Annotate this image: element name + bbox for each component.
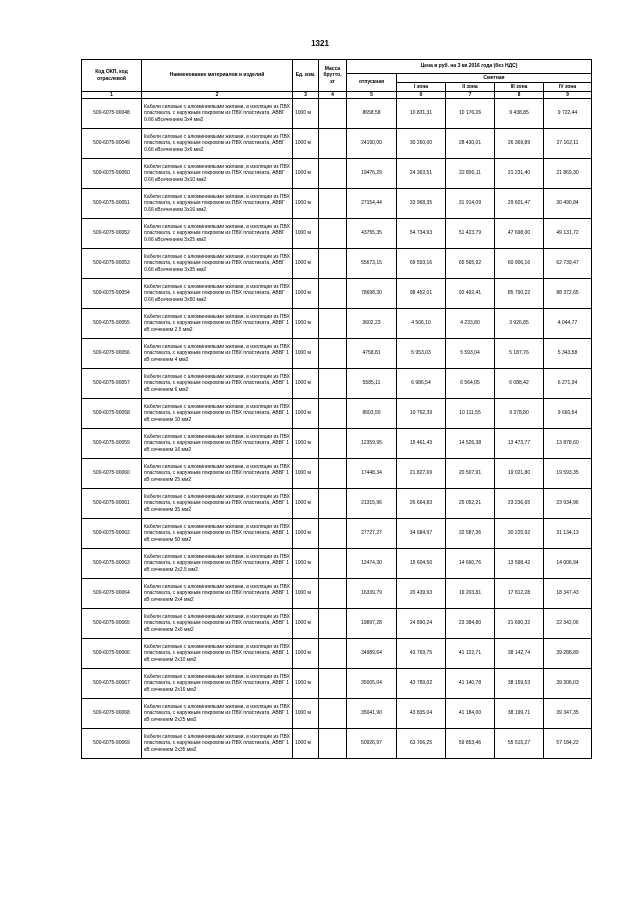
row-code: 500-6075-90064 — [82, 579, 142, 609]
row-mass — [319, 279, 347, 309]
row-code: 500-6075-90066 — [82, 639, 142, 669]
row-name: Кабели силовые с алюминиевыми жилами, в изоляции из ПВХ пластиката, с наружным покровом из ПВХ пластиката, АВВГ 1 кВ сечением 2х10 мм2 — [142, 639, 293, 669]
row-unit: 1000 м — [293, 669, 319, 699]
row-release-price: 12359,95 — [347, 429, 397, 459]
row-zone-4-price: 22 342,06 — [544, 609, 592, 639]
row-zone-2-price: 6 564,05 — [446, 369, 495, 399]
row-release-price: 27154,44 — [347, 189, 397, 219]
header-unit: Ед. изм. — [293, 60, 319, 92]
row-zone-1-price: 24 363,51 — [397, 159, 446, 189]
row-zone-2-price: 25 052,21 — [446, 489, 495, 519]
row-zone-3-price: 6 088,42 — [495, 369, 544, 399]
row-unit: 1000 м — [293, 699, 319, 729]
row-mass — [319, 249, 347, 279]
row-zone-1-price: 26 664,83 — [397, 489, 446, 519]
header-zone-2: II зона — [446, 83, 495, 92]
row-unit: 1000 м — [293, 639, 319, 669]
row-zone-1-price: 98 452,01 — [397, 279, 446, 309]
row-code: 500-6075-90054 — [82, 279, 142, 309]
row-release-price: 3602,23 — [347, 309, 397, 339]
row-zone-3-price: 60 906,16 — [495, 249, 544, 279]
row-release-price: 16339,79 — [347, 579, 397, 609]
row-zone-3-price: 3 926,85 — [495, 309, 544, 339]
row-zone-2-price: 4 233,80 — [446, 309, 495, 339]
row-code: 500-6075-90062 — [82, 519, 142, 549]
row-release-price: 34989,64 — [347, 639, 397, 669]
table-row — [82, 309, 592, 339]
row-release-price: 19897,28 — [347, 609, 397, 639]
header-name: Наименование материалов и изделий — [142, 60, 293, 92]
row-unit: 1000 м — [293, 309, 319, 339]
row-zone-2-price: 20 507,91 — [446, 459, 495, 489]
row-unit: 1000 м — [293, 129, 319, 159]
row-zone-2-price: 65 565,92 — [446, 249, 495, 279]
row-name: Кабели силовые с алюминиевыми жилами, в изоляции из ПВХ пластиката, с наружным покровом из ПВХ пластиката, АВВГ 0.66 кВсечением 3х25 мм2 — [142, 219, 293, 249]
row-name: Кабели силовые с алюминиевыми жилами, в изоляции из ПВХ пластиката, с наружным покровом из ПВХ пластиката, АВВГ 1 кВ сечением 25 мм2 — [142, 459, 293, 489]
row-zone-4-price: 23 934,96 — [544, 489, 592, 519]
row-zone-2-price: 10 111,55 — [446, 399, 495, 429]
row-zone-3-price: 21 231,40 — [495, 159, 544, 189]
row-name: Кабели силовые с алюминиевыми жилами, в изоляции из ПВХ пластиката, с наружным покровом из ПВХ пластиката, АВВГ 1 кВ сечением 2х25 мм2 — [142, 699, 293, 729]
row-mass — [319, 129, 347, 159]
row-mass — [319, 159, 347, 189]
table-body — [82, 99, 592, 759]
row-zone-4-price: 6 271,34 — [544, 369, 592, 399]
table-row — [82, 129, 592, 159]
row-release-price: 50926,97 — [347, 729, 397, 759]
column-number: 2 — [142, 92, 293, 99]
table-row — [82, 279, 592, 309]
row-zone-1-price: 4 506,10 — [397, 309, 446, 339]
row-mass — [319, 339, 347, 369]
row-code: 500-6075-90056 — [82, 339, 142, 369]
table-row — [82, 609, 592, 639]
row-zone-3-price: 13 473,77 — [495, 429, 544, 459]
row-release-price: 17448,34 — [347, 459, 397, 489]
row-zone-2-price: 32 587,36 — [446, 519, 495, 549]
row-name: Кабели силовые с алюминиевыми жилами, в изоляции из ПВХ пластиката, с наружным покровом из ПВХ пластиката, АВВГ 1 кВ сечением 2х4 мм2 — [142, 579, 293, 609]
row-zone-4-price: 4 044,77 — [544, 309, 592, 339]
row-name: Кабели силовые с алюминиевыми жилами, в изоляции из ПВХ пластиката, с наружным покровом из ПВХ пластиката, АВВГ 1 кВ сечением 2х2.5 мм2 — [142, 549, 293, 579]
table-row — [82, 549, 592, 579]
row-name: Кабели силовые с алюминиевыми жилами, в изоляции из ПВХ пластиката, с наружным покровом из ПВХ пластиката, АВВГ 1 кВ сечением 2х35 мм2 — [142, 729, 293, 759]
row-unit: 1000 м — [293, 219, 319, 249]
row-zone-4-price: 30 490,84 — [544, 189, 592, 219]
row-code: 500-6075-90052 — [82, 219, 142, 249]
row-code: 500-6075-90065 — [82, 609, 142, 639]
row-release-price: 55673,15 — [347, 249, 397, 279]
row-unit: 1000 м — [293, 549, 319, 579]
row-release-price: 21315,96 — [347, 489, 397, 519]
row-zone-3-price: 9 438,85 — [495, 99, 544, 129]
table-row — [82, 489, 592, 519]
row-zone-2-price: 28 430,01 — [446, 129, 495, 159]
row-zone-1-price: 30 260,00 — [397, 129, 446, 159]
row-zone-4-price: 27 162,11 — [544, 129, 592, 159]
row-unit: 1000 м — [293, 459, 319, 489]
row-zone-3-price: 5 187,76 — [495, 339, 544, 369]
row-zone-1-price: 24 890,24 — [397, 609, 446, 639]
row-zone-2-price: 5 593,04 — [446, 339, 495, 369]
row-zone-4-price: 18 347,43 — [544, 579, 592, 609]
row-zone-3-price: 38 159,53 — [495, 669, 544, 699]
row-code: 500-6075-90069 — [82, 729, 142, 759]
row-mass — [319, 369, 347, 399]
row-code: 500-6075-90057 — [82, 369, 142, 399]
row-zone-4-price: 9 660,54 — [544, 399, 592, 429]
row-mass — [319, 459, 347, 489]
row-mass — [319, 99, 347, 129]
row-zone-4-price: 88 372,65 — [544, 279, 592, 309]
row-zone-4-price: 39 288,89 — [544, 639, 592, 669]
row-unit: 1000 м — [293, 99, 319, 129]
row-mass — [319, 189, 347, 219]
table-row — [82, 219, 592, 249]
row-zone-1-price: 21 827,69 — [397, 459, 446, 489]
row-code: 500-6075-90063 — [82, 549, 142, 579]
column-number: 5 — [347, 92, 397, 99]
row-zone-2-price: 41 140,78 — [446, 669, 495, 699]
row-zone-1-price: 10 831,31 — [397, 99, 446, 129]
row-mass — [319, 429, 347, 459]
row-unit: 1000 м — [293, 339, 319, 369]
row-release-price: 35005,04 — [347, 669, 397, 699]
row-zone-4-price: 49 131,72 — [544, 219, 592, 249]
table-row — [82, 519, 592, 549]
row-mass — [319, 699, 347, 729]
row-zone-1-price: 20 439,93 — [397, 579, 446, 609]
page-number: 1321 — [311, 39, 329, 48]
row-mass — [319, 669, 347, 699]
row-mass — [319, 579, 347, 609]
table-row — [82, 669, 592, 699]
row-unit: 1000 м — [293, 609, 319, 639]
header-price: Цена в руб. на 3 кв 2016 года (без НДС) — [347, 60, 592, 74]
row-name: Кабели силовые с алюминиевыми жилами, в изоляции из ПВХ пластиката, с наружным покровом из ПВХ пластиката, АВВГ 1 кВ сечением 50 мм2 — [142, 519, 293, 549]
row-name: Кабели силовые с алюминиевыми жилами, в изоляции из ПВХ пластиката, с наружным покровом из ПВХ пластиката, АВВГ 1 кВ сечением 10 мм2 — [142, 399, 293, 429]
row-zone-2-price: 22 890,11 — [446, 159, 495, 189]
row-name: Кабели силовые с алюминиевыми жилами, в изоляции из ПВХ пластиката, с наружным покровом из ПВХ пластиката, АВВГ 1 кВ сечением 2х6 мм2 — [142, 609, 293, 639]
table-row — [82, 159, 592, 189]
table-row — [82, 639, 592, 669]
row-mass — [319, 729, 347, 759]
header-zone-4: IV зона — [544, 83, 592, 92]
row-code: 500-6075-90059 — [82, 429, 142, 459]
row-zone-2-price: 59 853,46 — [446, 729, 495, 759]
row-name: Кабели силовые с алюминиевыми жилами, в изоляции из ПВХ пластиката, с наружным покровом из ПВХ пластиката, АВВГ 0.66 кВсечением 3х50 мм2 — [142, 279, 293, 309]
table-row — [82, 339, 592, 369]
row-zone-3-price: 85 790,22 — [495, 279, 544, 309]
row-release-price: 12474,30 — [347, 549, 397, 579]
row-release-price: 8603,50 — [347, 399, 397, 429]
row-unit: 1000 м — [293, 729, 319, 759]
row-zone-3-price: 30 225,92 — [495, 519, 544, 549]
row-code: 500-6075-90058 — [82, 399, 142, 429]
row-zone-3-price: 21 690,32 — [495, 609, 544, 639]
table-row — [82, 579, 592, 609]
row-code: 500-6075-90067 — [82, 669, 142, 699]
row-release-price: 43755,35 — [347, 219, 397, 249]
table-row — [82, 429, 592, 459]
row-zone-3-price: 13 598,42 — [495, 549, 544, 579]
row-zone-1-price: 10 762,39 — [397, 399, 446, 429]
row-zone-4-price: 19 593,35 — [544, 459, 592, 489]
row-name: Кабели силовые с алюминиевыми жилами, в изоляции из ПВХ пластиката, с наружным покровом из ПВХ пластиката, АВВГ 0.66 кВсечением 3х10 мм2 — [142, 159, 293, 189]
row-mass — [319, 609, 347, 639]
row-release-price: 35041,90 — [347, 699, 397, 729]
column-number: 7 — [446, 92, 495, 99]
row-zone-1-price: 6 986,54 — [397, 369, 446, 399]
row-mass — [319, 399, 347, 429]
row-name: Кабели силовые с алюминиевыми жилами, в изоляции из ПВХ пластиката, с наружным покровом из ПВХ пластиката, АВВГ 0.66 кВсечением 3х16 мм2 — [142, 189, 293, 219]
row-zone-1-price: 15 461,43 — [397, 429, 446, 459]
row-zone-2-price: 31 914,09 — [446, 189, 495, 219]
table-row — [82, 189, 592, 219]
row-release-price: 27727,27 — [347, 519, 397, 549]
row-mass — [319, 489, 347, 519]
row-zone-3-price: 38 199,71 — [495, 699, 544, 729]
row-zone-3-price: 29 601,47 — [495, 189, 544, 219]
row-zone-1-price: 43 769,75 — [397, 639, 446, 669]
row-name: Кабели силовые с алюминиевыми жилами, в изоляции из ПВХ пластиката, с наружным покровом из ПВХ пластиката, АВВГ 1 кВ сечением 4 мм2 — [142, 339, 293, 369]
table-row — [82, 249, 592, 279]
row-release-price: 24190,00 — [347, 129, 397, 159]
header-release: отпускная — [347, 74, 397, 92]
column-number: 6 — [397, 92, 446, 99]
column-number: 1 — [82, 92, 142, 99]
row-unit: 1000 м — [293, 159, 319, 189]
table-row — [82, 99, 592, 129]
row-zone-4-price: 5 343,58 — [544, 339, 592, 369]
table-row — [82, 729, 592, 759]
row-unit: 1000 м — [293, 429, 319, 459]
row-zone-4-price: 39 347,35 — [544, 699, 592, 729]
row-zone-1-price: 54 734,93 — [397, 219, 446, 249]
row-zone-4-price: 9 722,44 — [544, 99, 592, 129]
row-zone-4-price: 21 869,30 — [544, 159, 592, 189]
row-mass — [319, 639, 347, 669]
row-zone-4-price: 62 739,47 — [544, 249, 592, 279]
row-mass — [319, 309, 347, 339]
table-row — [82, 459, 592, 489]
row-unit: 1000 м — [293, 489, 319, 519]
row-name: Кабели силовые с алюминиевыми жилами, в изоляции из ПВХ пластиката, с наружным покровом из ПВХ пластиката, АВВГ 1 кВ сечением 2х16 мм2 — [142, 669, 293, 699]
row-mass — [319, 219, 347, 249]
header-zone-1: I зона — [397, 83, 446, 92]
column-numbers-row — [82, 92, 592, 99]
row-zone-2-price: 23 384,80 — [446, 609, 495, 639]
row-zone-3-price: 38 142,74 — [495, 639, 544, 669]
column-number: 9 — [544, 92, 592, 99]
row-zone-3-price: 47 698,00 — [495, 219, 544, 249]
row-name: Кабели силовые с алюминиевыми жилами, в изоляции из ПВХ пластиката, с наружным покровом из ПВХ пластиката, АВВГ 1 кВ сечением 2.5 мм2 — [142, 309, 293, 339]
row-unit: 1000 м — [293, 399, 319, 429]
row-zone-1-price: 15 604,50 — [397, 549, 446, 579]
row-zone-2-price: 14 526,38 — [446, 429, 495, 459]
row-code: 500-6075-90060 — [82, 459, 142, 489]
row-unit: 1000 м — [293, 189, 319, 219]
row-zone-4-price: 39 306,03 — [544, 669, 592, 699]
row-zone-3-price: 17 812,28 — [495, 579, 544, 609]
row-zone-1-price: 43 835,04 — [397, 699, 446, 729]
table-row — [82, 699, 592, 729]
price-table — [81, 59, 592, 759]
column-number: 4 — [319, 92, 347, 99]
header-mass: Масса брутто, кг — [319, 60, 347, 92]
row-name: Кабели силовые с алюминиевыми жилами, в изоляции из ПВХ пластиката, с наружным покровом из ПВХ пластиката, АВВГ 0.66 кВсечением 3х35 мм2 — [142, 249, 293, 279]
row-zone-3-price: 19 021,80 — [495, 459, 544, 489]
row-code: 500-6075-90068 — [82, 699, 142, 729]
row-zone-4-price: 13 878,60 — [544, 429, 592, 459]
row-zone-2-price: 92 492,41 — [446, 279, 495, 309]
row-code: 500-6075-90053 — [82, 249, 142, 279]
row-unit: 1000 м — [293, 249, 319, 279]
row-release-price: 4758,81 — [347, 339, 397, 369]
row-release-price: 19476,29 — [347, 159, 397, 189]
table-row — [82, 369, 592, 399]
row-release-price: 78698,30 — [347, 279, 397, 309]
row-zone-2-price: 41 184,00 — [446, 699, 495, 729]
row-zone-1-price: 63 706,25 — [397, 729, 446, 759]
row-zone-1-price: 43 789,02 — [397, 669, 446, 699]
row-unit: 1000 м — [293, 279, 319, 309]
row-zone-2-price: 10 176,26 — [446, 99, 495, 129]
row-zone-4-price: 14 006,94 — [544, 549, 592, 579]
row-name: Кабели силовые с алюминиевыми жилами, в изоляции из ПВХ пластиката, с наружным покровом из ПВХ пластиката, АВВГ 1 кВ сечением 6 мм2 — [142, 369, 293, 399]
row-zone-4-price: 31 134,13 — [544, 519, 592, 549]
row-zone-2-price: 14 660,76 — [446, 549, 495, 579]
row-name: Кабели силовые с алюминиевыми жилами, в изоляции из ПВХ пластиката, с наружным покровом из ПВХ пластиката, АВВГ 0.66 кВсечением 3х6 мм2 — [142, 129, 293, 159]
row-zone-3-price: 26 369,89 — [495, 129, 544, 159]
row-unit: 1000 м — [293, 579, 319, 609]
row-mass — [319, 549, 347, 579]
row-code: 500-6075-90049 — [82, 129, 142, 159]
row-code: 500-6075-90051 — [82, 189, 142, 219]
row-zone-3-price: 9 378,80 — [495, 399, 544, 429]
row-zone-1-price: 33 968,35 — [397, 189, 446, 219]
row-mass — [319, 519, 347, 549]
column-number: 8 — [495, 92, 544, 99]
header-code: Код ОКП, код отраслевой — [82, 60, 142, 92]
row-name: Кабели силовые с алюминиевыми жилами, в изоляции из ПВХ пластиката, с наружным покровом из ПВХ пластиката, АВВГ 0.66 кВсечением 3х4 мм2 — [142, 99, 293, 129]
column-number: 3 — [293, 92, 319, 99]
row-name: Кабели силовые с алюминиевыми жилами, в изоляции из ПВХ пластиката, с наружным покровом из ПВХ пластиката, АВВГ 1 кВ сечением 16 мм2 — [142, 429, 293, 459]
row-zone-4-price: 57 184,22 — [544, 729, 592, 759]
row-zone-3-price: 55 515,27 — [495, 729, 544, 759]
row-zone-1-price: 69 593,16 — [397, 249, 446, 279]
row-zone-2-price: 51 423,79 — [446, 219, 495, 249]
row-release-price: 8658,58 — [347, 99, 397, 129]
table-row — [82, 399, 592, 429]
row-unit: 1000 м — [293, 369, 319, 399]
row-zone-2-price: 41 122,71 — [446, 639, 495, 669]
row-code: 500-6075-90055 — [82, 309, 142, 339]
row-zone-1-price: 5 953,03 — [397, 339, 446, 369]
row-code: 500-6075-90050 — [82, 159, 142, 189]
header-estimated: Сметная — [397, 74, 592, 83]
row-zone-1-price: 34 684,97 — [397, 519, 446, 549]
row-unit: 1000 м — [293, 519, 319, 549]
row-zone-3-price: 23 236,65 — [495, 489, 544, 519]
row-code: 500-6075-90048 — [82, 99, 142, 129]
header-zone-3: III зона — [495, 83, 544, 92]
row-code: 500-6075-90061 — [82, 489, 142, 519]
row-zone-2-price: 19 203,81 — [446, 579, 495, 609]
row-name: Кабели силовые с алюминиевыми жилами, в изоляции из ПВХ пластиката, с наружным покровом из ПВХ пластиката, АВВГ 1 кВ сечением 35 мм2 — [142, 489, 293, 519]
row-release-price: 5585,11 — [347, 369, 397, 399]
